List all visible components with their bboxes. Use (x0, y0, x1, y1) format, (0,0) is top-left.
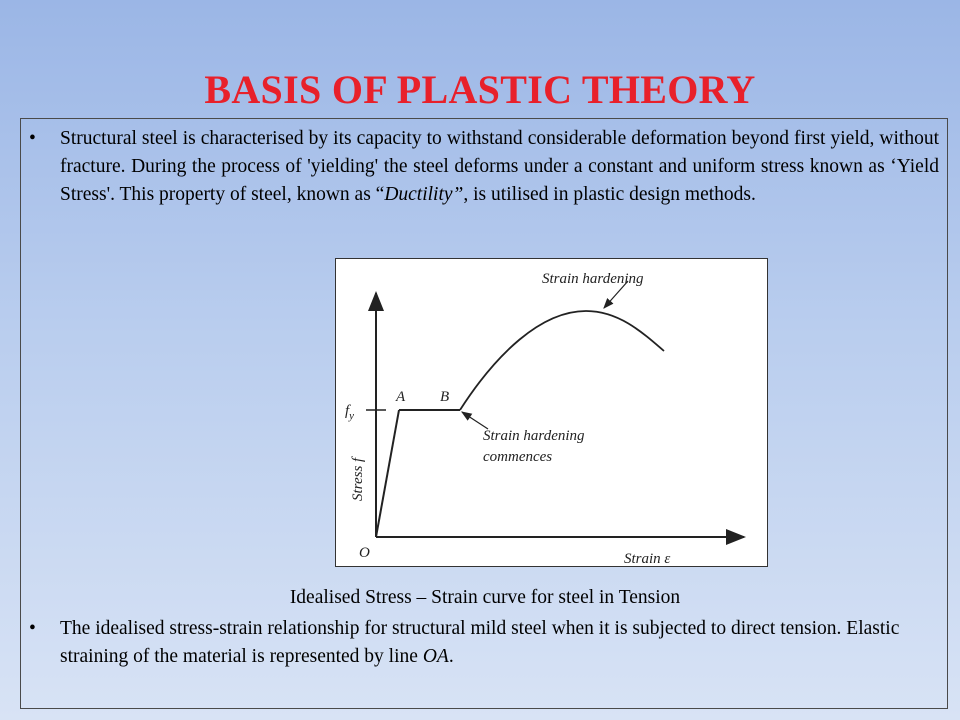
x-axis-label: Strain ε (624, 551, 671, 567)
line-oa-term: OA (422, 646, 449, 667)
origin-label: O (359, 545, 370, 561)
bullet-text-end: . (448, 646, 454, 667)
bullet-text-end: , is utilised in plastic design methods. (463, 184, 756, 205)
bullet-text (60, 125, 939, 209)
yield-stress-symbol: $f_y$ (345, 403, 355, 422)
bullet-ductility (29, 125, 939, 209)
bullet-marker: • (29, 128, 36, 149)
strain-hardening-curve (460, 311, 664, 410)
bullet-stress-strain (29, 615, 939, 671)
commences-label-line1: Strain hardening (483, 428, 585, 444)
bullet-marker: • (29, 618, 36, 639)
commences-label-line2: commences (483, 449, 553, 465)
bullet-text-start: Structural steel is characterised by its capacity to withstand considerable deformation beyond first yield, without fracture. During the process of 'yielding' the steel deforms under a constant and uniform stress known as ‘Yield Stress'. This property of steel, known as “ (60, 128, 939, 205)
elastic-line-oa (376, 410, 399, 537)
ductility-term: Ductility” (384, 184, 464, 205)
bullet-text (60, 615, 939, 671)
figure-caption: Idealised Stress – Strain curve for steel in Tension (289, 587, 681, 608)
point-b-label: B (440, 389, 450, 405)
commencement-leader (462, 412, 488, 429)
stress-strain-figure (335, 258, 768, 567)
y-axis-label: Stress f (350, 457, 366, 501)
bullet-text-start: The idealised stress-strain relationship for structural mild steel when it is subjected to direct tension. Elastic straining of the material is represented by line (60, 618, 900, 667)
strain-hardening-label: Strain hardening (542, 271, 644, 287)
slide-title: BASIS OF PLASTIC THEORY (204, 67, 756, 112)
stress-strain-diagram (336, 259, 769, 568)
content-box (20, 118, 948, 709)
point-a-label: A (396, 389, 406, 405)
